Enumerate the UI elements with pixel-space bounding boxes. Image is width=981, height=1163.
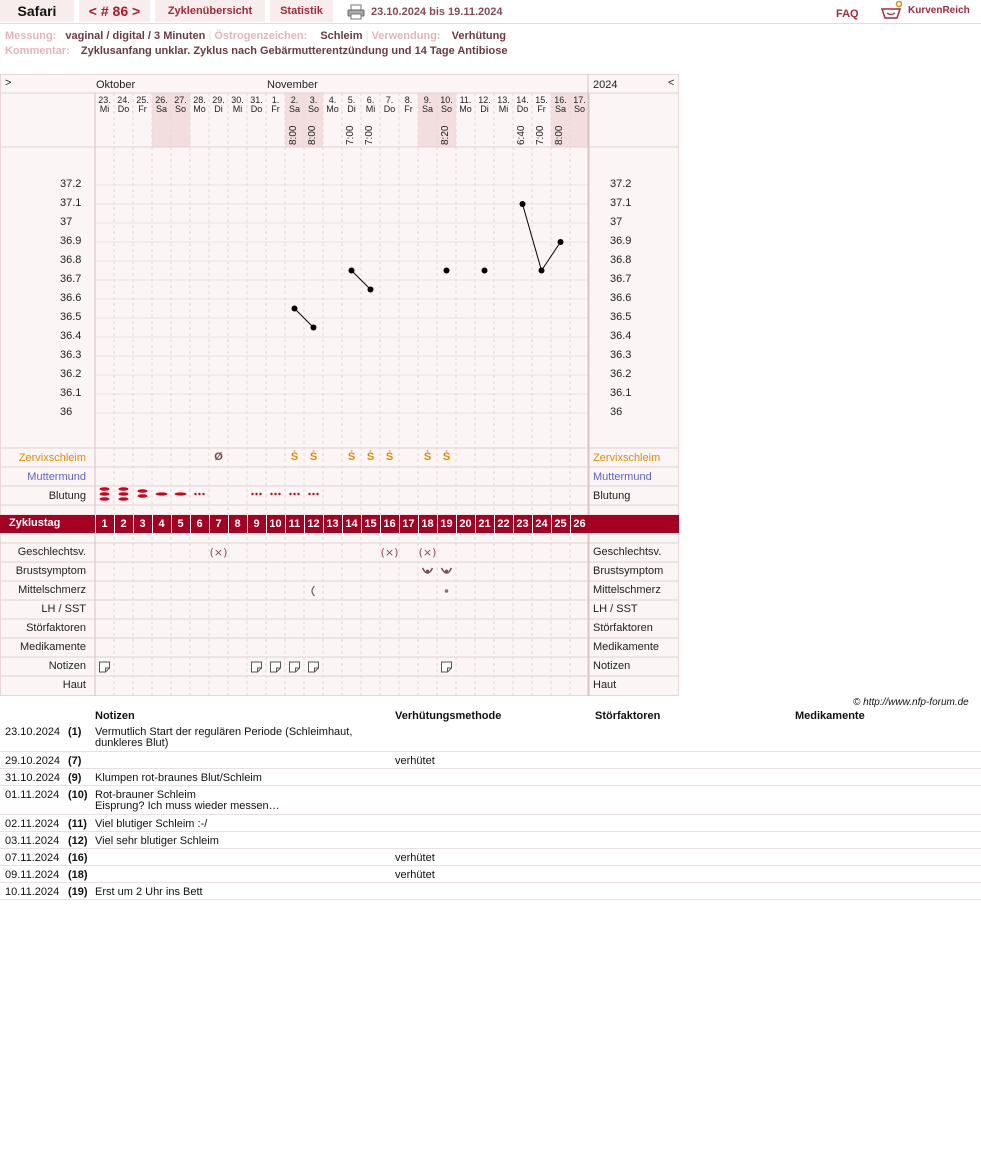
logo-text[interactable]: KurvenReich (908, 5, 970, 16)
measure-time: 8:00 (288, 125, 299, 145)
day-date: 28. (193, 95, 206, 105)
symbols-layer (0, 0, 700, 700)
row-label-left: Geschlechtsv. (17, 546, 86, 558)
messung-value: vaginal / digital / 3 Minuten (65, 30, 206, 42)
measure-time: 6:40 (516, 125, 527, 145)
row-label-right: Störfaktoren (593, 622, 653, 634)
cycle-day-number: 24 (535, 518, 548, 530)
temp-label: 36.4 (60, 330, 82, 342)
day-date: 15. (535, 95, 548, 105)
row-label-left: Notizen (48, 660, 86, 672)
row-cycle-day: (9) (68, 772, 82, 784)
row-label-left: Haut (62, 679, 86, 691)
row-method: verhütet (395, 869, 435, 881)
table-row (0, 867, 981, 883)
temp-label: 37.1 (60, 197, 82, 209)
mittelschmerz-icon (312, 586, 315, 596)
day-weekday: Di (214, 104, 223, 114)
day-date: 5. (347, 95, 356, 105)
cycle-day-number: 22 (497, 518, 510, 530)
cycle-day-number: 17 (402, 518, 415, 530)
header-notizen: Notizen (95, 710, 135, 722)
svg-text:(×): (×) (209, 546, 228, 559)
row-date: 10.11.2024 (5, 886, 60, 898)
day-weekday: Sa (155, 104, 167, 114)
temp-label: 36.4 (610, 330, 632, 342)
cycle-day-number: 10 (269, 518, 282, 530)
day-date: 24. (117, 95, 130, 105)
day-weekday: Mi (232, 104, 243, 114)
cycle-day-number: 11 (288, 518, 301, 530)
row-cycle-day: (12) (68, 835, 88, 847)
row-label-right: Mittelschmerz (593, 584, 661, 596)
messung-label: Messung: (5, 30, 57, 42)
cycle-day-number: 14 (345, 518, 358, 530)
row-note: Viel sehr blutiger Schleim (95, 835, 219, 847)
day-weekday: Do (250, 104, 263, 114)
row-cycle-day: (1) (68, 726, 82, 738)
day-date: 9. (423, 95, 432, 105)
table-row (0, 850, 981, 866)
temp-label: 36.8 (610, 254, 632, 266)
row-date: 31.10.2024 (5, 772, 61, 784)
row-cycle-day: (19) (68, 886, 88, 898)
month-oktober: Oktober (96, 79, 136, 91)
intercourse-icon (210, 546, 228, 559)
table-row (0, 724, 981, 752)
row-date: 23.10.2024 (5, 726, 61, 738)
day-weekday: Mi (99, 104, 110, 114)
row-note: Rot-brauner Schleim (95, 789, 196, 801)
header-verhuetung: Verhütungsmethode (395, 710, 502, 722)
note-icon[interactable] (100, 662, 110, 672)
day-date: 13. (497, 95, 510, 105)
day-weekday: So (573, 104, 585, 114)
row-note: Klumpen rot-braunes Blut/Schleim (95, 772, 262, 784)
day-date: 2. (290, 95, 299, 105)
tab-statistik[interactable]: Statistik (270, 0, 333, 22)
day-date: 4. (328, 95, 337, 105)
cycle-day-number: 13 (326, 518, 339, 530)
day-weekday: Do (383, 104, 396, 114)
day-weekday: Fr (404, 104, 413, 114)
nav-arrow-left[interactable]: > (5, 77, 12, 89)
row-label-right: Geschlechtsv. (593, 546, 662, 558)
meta-line-1: Messung: vaginal / digital / 3 Minuten | Östrogenzeichen: Schleim | Verwendung: Verhütung (5, 30, 507, 42)
day-date: 10. (440, 95, 453, 105)
row-cycle-day: (18) (68, 869, 88, 881)
note-icon[interactable] (252, 662, 262, 672)
temp-label: 36.8 (60, 254, 82, 266)
cycle-day-number: 3 (139, 518, 146, 530)
temp-label: 37.2 (60, 178, 82, 190)
cycle-day-number: 23 (516, 518, 529, 530)
row-date: 29.10.2024 (5, 755, 61, 767)
cycle-day-number: 19 (440, 518, 453, 530)
mittelschmerz-dot (445, 589, 449, 593)
row-cycle-day: (16) (68, 852, 88, 864)
header-medikamente: Medikamente (795, 710, 865, 722)
cycle-day-number: 1 (101, 518, 108, 530)
table-row (0, 816, 981, 832)
browser-label: Safari (0, 0, 74, 22)
kommentar-value: Zyklusanfang unklar. Zyklus nach Gebärmutterentzündung und 14 Tage Antibiose (80, 45, 508, 57)
oestrogen-label: Östrogenzeichen: (214, 30, 308, 42)
temp-label: 37.2 (610, 178, 632, 190)
cycle-day-number: 18 (421, 518, 434, 530)
day-date: 8. (404, 95, 413, 105)
day-weekday: So (174, 104, 186, 114)
zervix-symbol: Ṡ (423, 451, 432, 463)
day-date: 12. (478, 95, 491, 105)
day-date: 30. (231, 95, 244, 105)
cycle-day-number: 2 (120, 518, 127, 530)
day-weekday: Fr (537, 104, 546, 114)
verwendung-value: Verhütung (451, 30, 507, 42)
row-cycle-day: (11) (68, 818, 87, 830)
day-date: 27. (174, 95, 187, 105)
day-date: 7. (385, 95, 394, 105)
row-date: 01.11.2024 (5, 789, 60, 801)
temp-label: 37.1 (610, 197, 632, 209)
table-row (0, 753, 981, 769)
note-icon[interactable] (271, 662, 281, 672)
day-weekday: Sa (421, 104, 433, 114)
day-weekday: Mo (326, 104, 339, 114)
faq-link[interactable]: FAQ (836, 8, 859, 20)
row-date: 07.11.2024 (5, 852, 60, 864)
day-weekday: Sa (288, 104, 300, 114)
temp-label: 36.1 (610, 387, 632, 399)
measure-time: 8:00 (307, 125, 318, 145)
temp-label: 36 (610, 406, 623, 418)
day-weekday: Fr (138, 104, 147, 114)
table-row (0, 770, 981, 786)
row-label-left: Brustsymptom (15, 565, 86, 577)
muttermund-label-left: Muttermund (27, 471, 86, 483)
day-date: 31. (250, 95, 263, 105)
cycle-selector[interactable]: < # 86 > (79, 0, 150, 22)
row-label-right: Haut (593, 679, 617, 691)
day-date: 14. (516, 95, 529, 105)
svg-text:(×): (×) (380, 546, 399, 559)
day-date: 25. (136, 95, 149, 105)
note-icon[interactable] (309, 662, 319, 672)
row-note-line2: dunkleres Blut) (95, 737, 169, 749)
row-note-line2: Eisprung? Ich muss wieder messen… (95, 800, 280, 812)
row-date: 03.11.2024 (5, 835, 60, 847)
temp-label: 36.2 (610, 368, 632, 380)
day-weekday: Mi (365, 104, 376, 114)
row-label-right: Medikamente (593, 641, 660, 653)
blutung-label-right: Blutung (593, 490, 631, 502)
zervix-label-right: Zervixschleim (593, 452, 661, 464)
cycle-day-number: 21 (478, 518, 491, 530)
cycle-day-number: 9 (253, 518, 260, 530)
intercourse-icon (381, 546, 399, 559)
cycle-day-number: 6 (196, 518, 203, 530)
row-label-left: Mittelschmerz (18, 584, 86, 596)
muttermund-label-right: Muttermund (593, 471, 652, 483)
row-date: 02.11.2024 (5, 818, 60, 830)
cycle-day-number: 20 (459, 518, 472, 530)
zervix-symbol: Ø (214, 451, 223, 463)
verwendung-label: Verwendung: (371, 30, 441, 42)
copyright: © http://www.nfp-forum.de (853, 697, 969, 708)
day-weekday: Di (480, 104, 489, 114)
row-label-right: Notizen (593, 660, 631, 672)
row-label-right: LH / SST (593, 603, 638, 615)
day-date: 29. (212, 95, 225, 105)
row-label-left: LH / SST (41, 603, 86, 615)
row-cycle-day: (7) (68, 755, 82, 767)
temp-label: 36.5 (60, 311, 82, 323)
temp-label: 36.7 (60, 273, 82, 285)
header-stoerfaktoren: Störfaktoren (595, 710, 661, 722)
zervix-symbol: Ṡ (309, 451, 318, 463)
cycle-day-number: 5 (177, 518, 184, 530)
cycle-day-number: 26 (573, 518, 586, 530)
day-weekday: Fr (271, 104, 280, 114)
temp-label: 36.2 (60, 368, 82, 380)
cycle-day-number: 16 (383, 518, 396, 530)
day-date: 26. (155, 95, 168, 105)
temp-label: 36.3 (60, 349, 82, 361)
temp-label: 36.7 (610, 273, 632, 285)
row-label-left: Störfaktoren (26, 622, 86, 634)
row-method: verhütet (395, 755, 435, 767)
day-weekday: Mo (459, 104, 472, 114)
row-label-right: Brustsymptom (593, 565, 664, 577)
cycle-day-number: 8 (234, 518, 241, 530)
day-weekday: Do (516, 104, 529, 114)
zervix-symbol: Ṡ (385, 451, 394, 463)
zervix-symbol: Ṡ (366, 451, 375, 463)
breast-symptom-icon (423, 568, 433, 573)
day-date: 11. (459, 95, 472, 105)
row-note: Viel blutiger Schleim :-/ (95, 818, 208, 830)
blutung-label-left: Blutung (48, 490, 86, 502)
cycle-day-number: 12 (307, 518, 320, 530)
temp-label: 37 (60, 216, 73, 228)
temp-label: 36.1 (60, 387, 82, 399)
note-icon[interactable] (442, 662, 452, 672)
temp-label: 36.3 (610, 349, 632, 361)
cycle-day-number: 15 (364, 518, 377, 530)
day-weekday: So (440, 104, 452, 114)
zervix-symbol: Ṡ (347, 451, 356, 463)
temp-label: 36.6 (60, 292, 82, 304)
intercourse-icon (419, 546, 437, 559)
zervix-symbol: Ṡ (442, 451, 451, 463)
note-icon[interactable] (290, 662, 300, 672)
cycle-day-number: 25 (554, 518, 567, 530)
zyklustag-label: Zyklustag (9, 517, 61, 529)
row-cycle-day: (10) (68, 789, 88, 801)
month-november: November (267, 79, 318, 91)
day-weekday: So (307, 104, 319, 114)
row-note: Erst um 2 Uhr ins Bett (95, 886, 203, 898)
temp-label: 36.5 (610, 311, 632, 323)
table-row (0, 833, 981, 849)
table-row (0, 884, 981, 900)
year-label: 2024 (593, 79, 618, 91)
tab-zyklenuebersicht[interactable]: Zyklenübersicht (155, 0, 265, 22)
temp-label: 36 (60, 406, 73, 418)
oestrogen-value: Schleim (320, 30, 363, 42)
temp-label: 36.9 (60, 235, 82, 247)
measure-time: 8:00 (554, 125, 565, 145)
measure-time: 7:00 (345, 125, 356, 145)
row-note: Vermutlich Start der regulären Periode (Schleimhaut, (95, 726, 353, 738)
temp-label: 36.6 (610, 292, 632, 304)
svg-text:(×): (×) (418, 546, 437, 559)
row-label-left: Medikamente (19, 641, 86, 653)
table-row (0, 787, 981, 815)
day-weekday: Di (347, 104, 356, 114)
temp-label: 36.9 (610, 235, 632, 247)
row-method: verhütet (395, 852, 435, 864)
measure-time: 8:20 (440, 125, 451, 145)
date-range: 23.10.2024 bis 19.11.2024 (371, 6, 503, 18)
day-date: 17. (573, 95, 586, 105)
measure-time: 7:00 (364, 125, 375, 145)
zervix-symbol: Ṡ (290, 451, 299, 463)
day-date: 23. (98, 95, 111, 105)
day-date: 3. (309, 95, 318, 105)
day-date: 1. (271, 95, 280, 105)
kommentar-label: Kommentar: (5, 45, 70, 57)
cycle-day-number: 7 (215, 518, 222, 530)
measure-time: 7:00 (535, 125, 546, 145)
day-weekday: Sa (554, 104, 566, 114)
zervix-label-left: Zervixschleim (18, 452, 86, 464)
temp-label: 37 (610, 216, 623, 228)
day-weekday: Mo (193, 104, 206, 114)
day-date: 6. (366, 95, 375, 105)
nav-arrow-right[interactable]: < (668, 77, 675, 89)
cycle-day-number: 4 (158, 518, 165, 530)
day-weekday: Mi (498, 104, 509, 114)
day-weekday: Do (117, 104, 130, 114)
day-date: 16. (554, 95, 567, 105)
row-date: 09.11.2024 (5, 869, 60, 881)
breast-symptom-icon (442, 568, 452, 573)
